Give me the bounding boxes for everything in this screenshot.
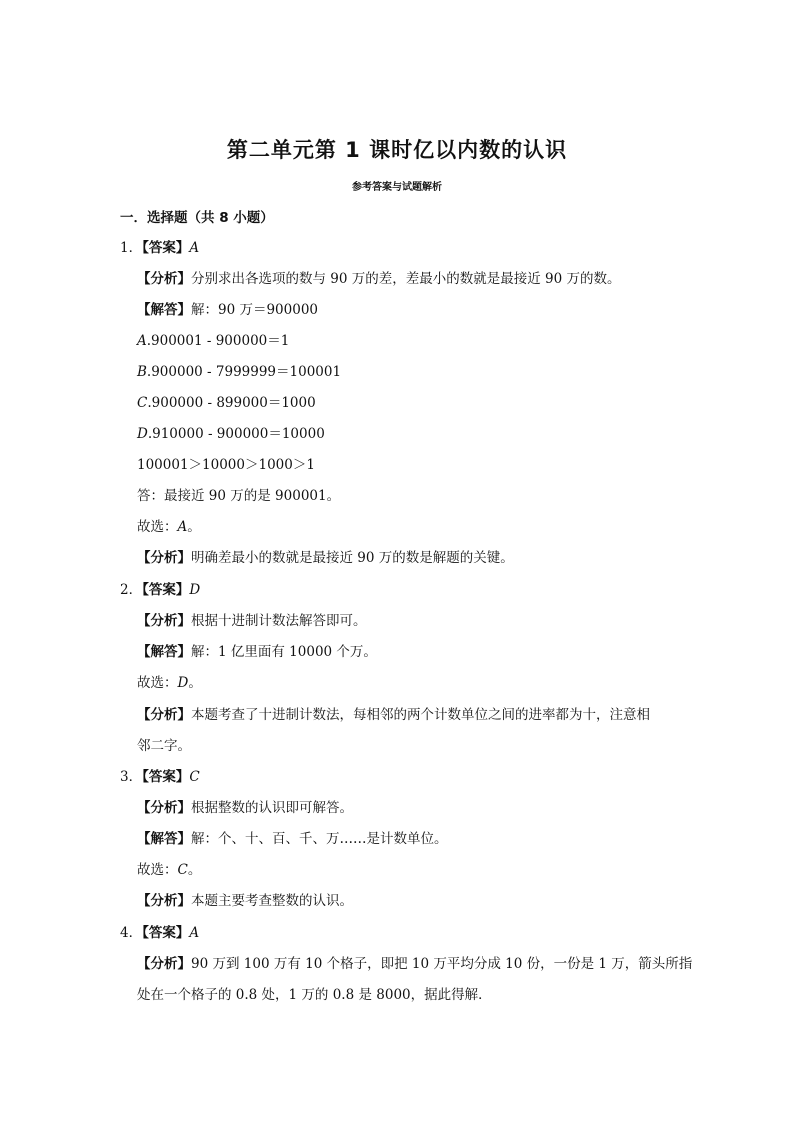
q1-choice-suffix: 。 <box>187 519 201 535</box>
q3-analysis-tag: 【分析】 <box>137 800 191 816</box>
q3-choice-prefix: 故选： <box>137 862 178 878</box>
q2-answer: D <box>189 582 201 598</box>
q3-solution-tag: 【解答】 <box>137 831 191 847</box>
q2-review-tag: 【分析】 <box>137 707 191 723</box>
q3-answer: C <box>189 769 200 785</box>
q3-answer-line <box>120 767 200 787</box>
q1-number: 1． <box>120 240 143 256</box>
q1-choice-letter: A <box>177 519 188 535</box>
q1-option-c-text: .900000 - 899000＝1000 <box>147 395 316 411</box>
q1-option-a-label: A <box>137 333 147 349</box>
q2-review <box>137 705 650 725</box>
q1-option-b <box>137 362 341 382</box>
q1-answer-line <box>120 238 199 258</box>
q3-number: 3． <box>120 769 143 785</box>
q1-choice <box>137 517 201 537</box>
q3-choice-letter: C <box>177 862 188 878</box>
q4-analysis-text-1: 90 万到 100 万有 10 个格子，即把 10 万平均分成 10 份，一份是 1 万，箭头所指 <box>191 956 693 972</box>
q2-choice-suffix: 。 <box>188 675 202 691</box>
q1-option-c-label: C <box>137 395 148 411</box>
q1-option-b-text: .900000 - 7999999＝100001 <box>146 364 342 380</box>
q2-review-text-1: 本题考查了十进制计数法，每相邻的两个计数单位之间的进率都为十，注意相 <box>191 707 650 723</box>
q3-choice <box>137 860 201 880</box>
q1-choice-prefix: 故选： <box>137 519 178 535</box>
q3-choice-suffix: 。 <box>187 862 202 878</box>
q3-analysis-text: 根据整数的认识即可解答。 <box>191 800 353 816</box>
q4-analysis-tag: 【分析】 <box>137 956 191 972</box>
q2-analysis-text: 根据十进制计数法解答即可。 <box>191 613 367 629</box>
q1-answer: A <box>189 240 200 256</box>
q2-analysis <box>137 611 367 631</box>
q1-review-text: 明确差最小的数就是最接近 90 万的数是解题的关键。 <box>191 550 514 566</box>
q3-solution-text: 解：个、十、百、千、万……是计数单位。 <box>191 831 448 847</box>
q1-review-tag: 【分析】 <box>137 550 191 566</box>
q1-option-a <box>137 331 289 351</box>
q1-solution-text: 解：90 万＝900000 <box>191 302 319 318</box>
q2-answer-tag: 【答案】 <box>142 582 190 598</box>
q2-solution-tag: 【解答】 <box>137 644 191 660</box>
q3-review-text: 本题主要考查整数的认识。 <box>191 893 353 909</box>
q2-choice-prefix: 故选： <box>137 675 178 691</box>
q2-solution-text: 解：1 亿里面有 10000 个万。 <box>191 644 377 660</box>
q4-answer-tag: 【答案】 <box>142 925 190 941</box>
section-heading: 一．选择题（共 8 小题） <box>120 210 274 226</box>
q3-analysis <box>137 798 353 818</box>
q1-answer-tag: 【答案】 <box>142 240 190 256</box>
q2-choice <box>137 673 202 693</box>
q1-analysis-tag: 【分析】 <box>137 271 191 287</box>
q3-review-tag: 【分析】 <box>137 893 191 909</box>
q1-option-c <box>137 393 316 413</box>
q1-option-b-label: B <box>137 364 147 380</box>
q2-choice-letter: D <box>177 675 189 691</box>
q1-reply: 答：最接近 90 万的是 900001。 <box>137 488 341 504</box>
q3-review <box>137 891 353 911</box>
page-title: 第二单元第 1 课时亿以内数的认识 <box>226 138 568 162</box>
page-subtitle: 参考答案与试题解析 <box>352 182 442 193</box>
q1-analysis-text: 分别求出各选项的数与 90 万的差，差最小的数就是最接近 90 万的数。 <box>191 271 621 287</box>
q1-option-a-text: .900001 - 900000＝1 <box>146 333 290 349</box>
q4-analysis-text-2: 处在一个格子的 0.8 处，1 万的 0.8 是 8000，据此得解． <box>137 987 492 1003</box>
q4-analysis <box>137 954 692 974</box>
q2-review-text-2: 邻二字。 <box>137 738 191 754</box>
q1-review <box>137 548 514 568</box>
q1-compare: 100001＞10000＞1000＞1 <box>137 457 315 473</box>
q1-solution-tag: 【解答】 <box>137 302 191 318</box>
q4-answer: A <box>189 925 200 941</box>
q2-solution <box>137 642 377 662</box>
q1-solution <box>137 300 318 320</box>
q1-analysis <box>137 269 621 289</box>
q3-answer-tag: 【答案】 <box>142 769 190 785</box>
q2-analysis-tag: 【分析】 <box>137 613 191 629</box>
q2-number: 2． <box>120 582 143 598</box>
q2-answer-line <box>120 580 200 600</box>
q4-answer-line <box>120 923 199 943</box>
q4-number: 4． <box>120 925 143 941</box>
q3-solution <box>137 829 448 849</box>
q1-option-d-label: D <box>137 426 148 442</box>
q1-option-d <box>137 424 325 444</box>
q1-option-d-text: .910000 - 900000＝10000 <box>147 426 325 442</box>
